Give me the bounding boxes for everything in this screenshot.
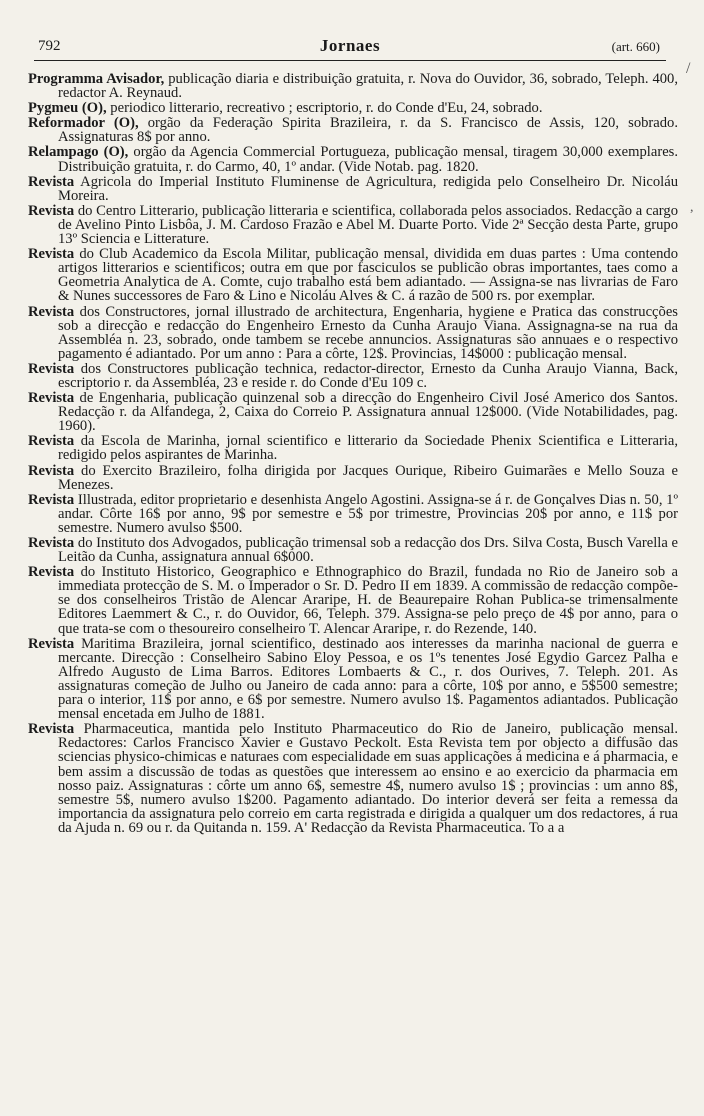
margin-mark: / [686,60,691,77]
entry-text: dos Constructores, jornal illustrado de architectura, Engenharia, hygiene e Pratica das construcções sob a direcção e redacção do Engenheiro Ernesto da Cunha Araujo Viana. Assignagna-se na rua da Assembléa n. 23, sobrado, onde tambem se recebe annuncios. Assignaturas são annuaes e o respectivo pagamento é adiantado. Por um anno : Para a côrte, 12$. Provincias, 14$000 : publicação mensal. [58,303,678,362]
entry-name: Revista [28,635,75,652]
journal-entry [28,722,678,835]
page-title: Jornaes [319,36,381,55]
page-header [34,36,666,61]
entry-name: Revista [28,173,75,190]
entry-name: Revista [28,246,75,263]
entry-text: dos Constructores publicação technica, redactor-director, Ernesto da Cunha Araujo Vianna, Back, escriptorio r. da Assembléa, 23 e reside r. do Conde d'Eu 109 c. [58,360,678,391]
entry-text: orgão da Agencia Commercial Portugueza, publicação mensal, tiragem 30,000 exemplares. Distribuição gratuita, r. do Carmo, 40, 1º andar. (Vide Notab. pag. 1820. [58,144,678,175]
entry-text: da Escola de Marinha, jornal scientifico e litterario da Sociedade Phenix Scientifica e Litteraria, redigido pelos aspirantes de Marinha. [58,433,678,464]
journal-entry [28,391,678,433]
entry-name: Revista [28,390,75,407]
journal-entry [28,362,678,390]
journal-entry [28,536,678,564]
entry-text: do Exercito Brazileiro, folha dirigida por Jacques Ourique, Ribeiro Guimarães e Mello Souza e Menezes. [58,462,678,493]
entry-text: do Club Academico da Escola Militar, publicação mensal, dividida em duas partes : Uma contendo artigos litterarios e scientificos; outra em que por fasciculos se publicão obras importantes, taes como a Geometria Analytica de A. Comte, cujo trabalho está bem adiantado. — Assigna-se nas livrarias de Faro & Nunes successores de Faro & Lino e Nicoláu Alves & C. á razão de 500 rs. por exemplar. [58,246,678,305]
entry-text: do Instituto Historico, Geographico e Ethnographico do Brazil, fundada no Rio de Janeiro sob a immediata protecção de S. M. o Imperador o Sr. D. Pedro II em 1839. A commissão de redacção compõe-se dos conselheiros Tristão de Alencar Araripe, H. de Beaurepaire Rohan Publica-se trimensalmente Editores Laemmert & C., r. do Ouvidor, 66, Teleph. 379. Assigna-se pelo preço de 4$ por anno, para o que trata-se com o thesoureiro conselheiro T. Alencar Araripe, r. do Rezende, 140. [58,564,678,637]
journal-entry [28,175,678,203]
page-number: 792 [38,38,61,54]
entry-name: Revista [28,360,75,377]
journal-entry [28,247,678,303]
entry-text: periodico litterario, recreativo ; escriptorio, r. do Conde d'Eu, 24, sobrado. [106,100,543,117]
entry-name: Pygmeu (O), [28,100,107,117]
journal-entry [28,305,678,361]
entry-text: de Engenharia, publicação quinzenal sob a direcção do Engenheiro Civil José Americo dos Santos. Redacção r. da Alfandega, 2, Caixa do Correio P. Assignatura annual 12$000. (Vide Notabilidades, pag. 1960). [58,390,678,435]
entry-name: Reformador (O), [28,115,139,132]
entry-name: Revista [28,202,75,219]
entry-text: Agricola do Imperial Instituto Fluminense de Agricultura, redigida pelo Conselheiro Dr. Nicoláu Moreira. [58,173,678,204]
journal-entry [28,464,678,492]
journal-entry [28,434,678,462]
entry-list [28,72,678,836]
article-reference: (art. 660) [611,39,660,54]
entry-text: orgão da Federação Spirita Brazileira, r. da S. Francisco de Assis, 120, sobrado. Assignaturas 8$ por anno. [58,115,678,146]
entry-name: Revista [28,721,75,738]
journal-entry [28,204,678,246]
entry-name: Revista [28,462,75,479]
journal-entry [28,493,678,535]
entry-text: do Centro Litterario, publicação litteraria e scientifica, collaborada pelos associados. Redacção a cargo de Avelino Pinto Lisbôa, J. M. Cardoso Frazão e Abel M. Duarte Porto. Vide 2ª Secção desta Parte, grupo 13º Sciencia e Litterature. [58,202,678,248]
entry-name: Revista [28,303,75,320]
entry-name: Relampago (O), [28,144,129,161]
journal-entry [28,565,678,635]
entry-name: Programma Avisador, [28,71,165,87]
entry-name: Revista [28,433,75,450]
entry-name: Revista [28,535,75,551]
entry-text: Illustrada, editor proprietario e desenhista Angelo Agostini. Assigna-se á r. de Gonçalves Dias n. 50, 1º andar. Côrte 16$ por anno, 9$ por semestre e 5$ por trimestre, Provincias 20$ por anno, e 11$ por semestre. Numero avulso $500. [58,491,678,536]
entry-name: Revista [28,491,75,508]
journal-entry [28,145,678,173]
journal-entry [28,72,678,100]
journal-entry [28,116,678,144]
entry-text: do Instituto dos Advogados, publicação trimensal sob a redacção dos Drs. Silva Costa, Busch Varella e Leitão da Cunha, assignatura annual 6$000. [58,535,678,566]
margin-mark: , [690,200,694,215]
entry-text: publicação diaria e distribuição gratuita, r. Nova do Ouvidor, 36, sobrado, Teleph. 400, redactor A. Reynaud. [58,71,678,102]
entry-name: Revista [28,564,75,581]
entry-text: Maritima Brazileira, jornal scientifico, destinado aos interesses da marinha nacional de guerra e mercante. Direcção : Conselheiro Sabino Eloy Pessoa, e os 1ºs tenentes José Egydio Garcez Palha e Alfredo Augusto de Lima Barros. Editores Lombaerts & C., r. dos Ourives, 7. Teleph. 201. As assignaturas começão de Julho ou Janeiro de cada anno: para a côrte, 10$ por anno, e 5$500 semestre; para o interior, 11$ por anno, e 6$ por semestre. Numero avulso 1$. Pagamentos adiantados. Publicação mensal encetada em Julho de 1881. [58,635,678,723]
journal-entry [28,101,678,115]
journal-entry [28,637,678,722]
entry-text: Pharmaceutica, mantida pelo Instituto Pharmaceutico do Rio de Janeiro, publicação mensal. Redactores: Carlos Francisco Xavier e Gustavo Peckolt. Esta Revista tem por objecto a diffusão das sciencias physico-chimicas e naturaes com especialidade em suas applicações á medicina e á pharmacia, e bem assim a discussão de todas as questões que interessem ao ensino e ao exercicio da pharmacia em nosso paiz. Assignaturas : côrte um anno 6$, semestre 4$, numero avulso 1$ ; provincias : um anno 8$, semestre 5$, numero avulso 1$200. Pagamento adiantado. Do interior deverá ser feita a remessa da importancia da assignatura pelo correio em carta registrada e dirigida a qualquer um dos redactores, á rua da Ajuda n. 69 ou r. da Quitanda n. 159. A' Redacção da Revista Pharmaceutica. To a a [58,721,678,836]
